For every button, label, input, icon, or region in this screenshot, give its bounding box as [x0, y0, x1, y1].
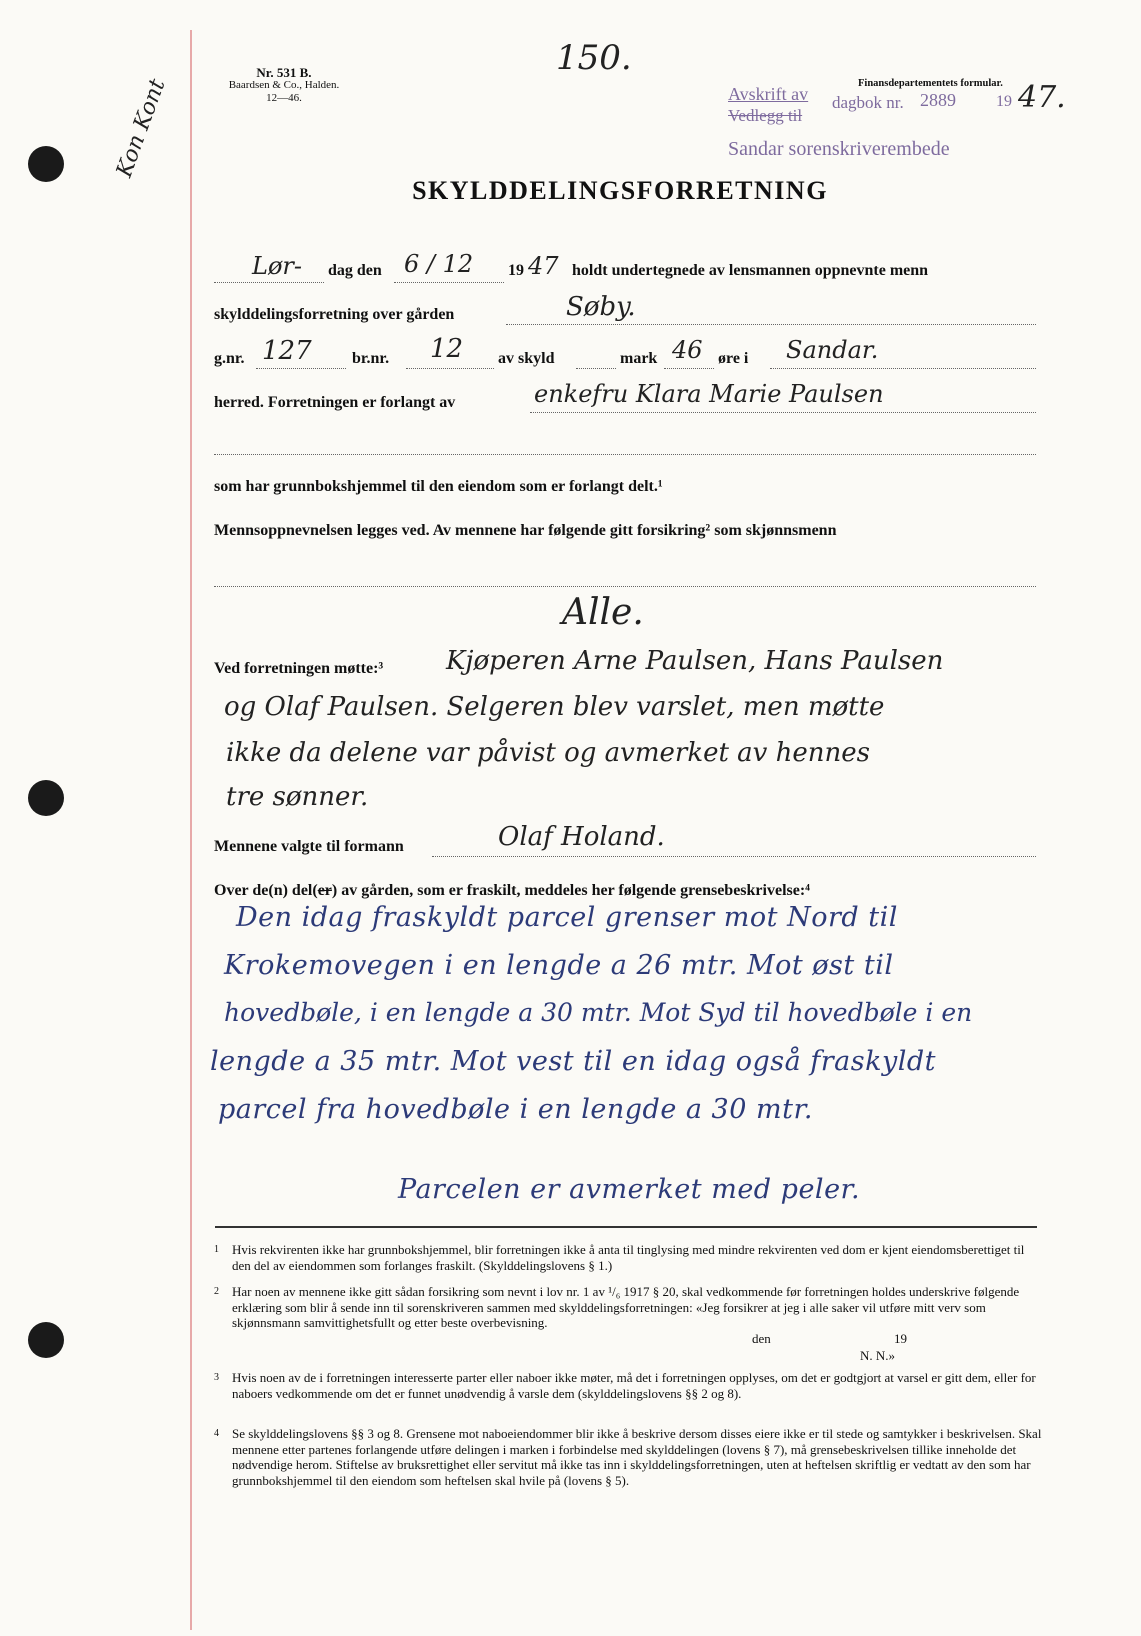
boundary-line-5: parcel fra hovedbøle i en lengde a 30 mtr. — [218, 1094, 813, 1125]
fill-line — [530, 412, 1036, 413]
punch-hole-middle — [28, 780, 64, 816]
brnr-label: br.nr. — [352, 350, 390, 367]
gnr-label: g.nr. — [214, 350, 245, 367]
footnote-2: Har noen av mennene ikke gitt sådan forsikring som nevnt i lov nr. 1 av ¹/₆ 1917 § 20, skal vedkommende før forretningen holdes underskrive følgende erklæring som blir å sende inn til sorenskriveren sammen med skylddelingsforretningen: «Jeg forsikrer at jeg i alle saker vil utføre mitt verv som skjønnsmann samvittighetsfullt og etter beste overbevisning. — [232, 1284, 1020, 1330]
fill-line — [506, 324, 1036, 325]
stamp-year: 47. — [1018, 80, 1066, 115]
footnote-2-year: 19 — [894, 1331, 907, 1346]
gnr-value: 127 — [262, 336, 312, 366]
boundary-line-2: Krokemovegen i en lengde a 26 mtr. Mot øst til — [224, 950, 894, 981]
requester-name: enkefru Klara Marie Paulsen — [534, 380, 884, 408]
footnote-4-number: 4 — [214, 1428, 219, 1439]
attendees-line2: og Olaf Paulsen. Selgeren blev varslet, men møtte — [224, 692, 885, 722]
chairman-name: Olaf Holand. — [498, 822, 665, 852]
mennsoppnevnelse-text: Mennsoppnevnelsen legges ved. Av mennene har følgende gitt forsikring² som skjønnsmenn — [214, 522, 837, 539]
footnote-1: Hvis rekvirenten ikke har grunnbokshjemmel, blir forretningen ikke å anta til tinglysing med mindre rekvirenten ved dom er kjent eiendomsberettiget til den del av eiendommen som forlanges fraskilt. (Skylddelingslovens § 1.) — [232, 1242, 1025, 1273]
punch-hole-bottom — [28, 1322, 64, 1358]
fill-line — [432, 856, 1036, 857]
farm-name: Søby. — [566, 292, 636, 322]
attendees-line1: Kjøperen Arne Paulsen, Hans Paulsen — [446, 646, 944, 676]
requester-label: herred. Forretningen er forlangt av — [214, 394, 456, 411]
fill-line — [256, 368, 346, 369]
boundary-label-a: Over de(n) del( — [214, 882, 318, 899]
fill-line — [664, 368, 714, 369]
boundary-label-strike: er — [317, 882, 332, 899]
brnr-value: 12 — [430, 334, 464, 364]
boundary-line-1: Den idag fraskyldt parcel grenser mot Nord til — [236, 902, 898, 933]
printer-info — [214, 66, 354, 105]
page-number: 150. — [556, 38, 632, 78]
footnote-divider — [215, 1226, 1037, 1228]
boundary-line-3: hovedbøle, i en lengde a 30 mtr. Mot Syd til hovedbøle i en — [224, 998, 973, 1027]
row1-text: holdt undertegnede av lensmannen oppnevnte menn — [572, 262, 929, 279]
footnote-1-number: 1 — [214, 1244, 219, 1255]
boundary-line-4: lengde a 35 mtr. Mot vest til en idag også fraskyldt — [210, 1046, 937, 1077]
attendees-line3: ikke da delene var påvist og avmerket av hennes — [226, 738, 870, 768]
footnote-3-number: 3 — [214, 1372, 219, 1383]
document-title: SKYLDDELINGSFORRETNING — [412, 176, 828, 205]
margin-note: Kon Kont — [112, 75, 171, 181]
form-number: Nr. 531 B. — [256, 65, 312, 80]
fill-line — [406, 368, 494, 369]
punch-hole-top — [28, 146, 64, 182]
stamp-vedlegg: Vedlegg til — [728, 106, 803, 125]
fill-line — [394, 282, 504, 283]
boundary-label-b: ) av gården, som er fraskilt, meddeles her følgende grensebeskrivelse:⁴ — [331, 882, 810, 899]
closing-note: Parcelen er avmerket med peler. — [398, 1174, 861, 1205]
weekday-handwritten: Lør- — [252, 252, 302, 280]
dag-den-label: dag den — [328, 262, 382, 279]
stamp-dagbok-number: 2889 — [920, 90, 956, 110]
chairman-label: Mennene valgte til formann — [214, 838, 404, 855]
mark-label: mark — [620, 350, 658, 367]
av-skyld-label: av skyld — [498, 350, 555, 367]
attendees-label: Ved forretningen møtte:³ — [214, 660, 384, 677]
footnote-2-number: 2 — [214, 1286, 219, 1297]
form-label: Finansdepartementets formular. — [858, 78, 1003, 89]
grunnbok-text: som har grunnbokshjemmel til den eiendom som er forlangt delt.¹ — [214, 478, 663, 495]
boundary-label — [214, 882, 810, 900]
date-handwritten: 6 / 12 — [404, 250, 474, 278]
fill-line — [214, 282, 324, 283]
printer-name: Baardsen & Co., Halden. — [228, 79, 340, 91]
stamp-office: Sandar sorenskriverembede — [728, 138, 950, 160]
fill-line — [214, 454, 1036, 455]
stamp-avskrift: Avskrift av — [728, 84, 809, 104]
year-prefix: 19 — [508, 262, 524, 279]
sworn-men: Alle. — [562, 592, 644, 633]
printer-date: 12—46. — [266, 92, 302, 104]
stamp-year-prefix: 19 — [996, 93, 1012, 110]
fill-line — [770, 368, 1036, 369]
fill-line — [576, 368, 616, 369]
farm-label: skylddelingsforretning over gården — [214, 306, 455, 323]
margin-rule — [190, 30, 192, 1630]
ore-label: øre i — [718, 350, 749, 367]
mark-value: 46 — [672, 336, 703, 364]
attendees-line4: tre sønner. — [226, 782, 369, 812]
fill-line — [214, 586, 1036, 587]
footnote-2-den: den — [752, 1331, 771, 1346]
footnote-4: Se skylddelingslovens §§ 3 og 8. Grensene mot naboeiendommer blir ikke å beskrive dersom disses eiere ikke er til stede og samtykker i beskrivelsen. Skal mennene etter partenes forlangende utføre delingen i marken i forbindelse med skylddelingen (lovens § 7), må grensebeskrivelsen tillike inneholde det nødvendige herom. Stiftelse av bruksrettighet eller servitut må ikke tas inn i skylddelingsforretningen, uten at heftelsen skriftlig er vedtatt av den som har grunnbokshjemmel til den eiendom som heftelsen skal hvile på (lovens § 5). — [232, 1426, 1042, 1488]
stamp-dagbok: dagbok nr. — [832, 93, 904, 112]
footnote-3: Hvis noen av de i forretningen interesserte parter eller naboer ikke møter, må det i forretningen opplyses, om det er godtgjort at varsel er gitt dem, eller for naboers vedkommende om det er funnet unødvendig å varsle dem (skylddelingslovens §§ 2 og 8). — [232, 1370, 1036, 1401]
footnote-2-signature: N. N.» — [860, 1348, 896, 1363]
year-handwritten: 47 — [528, 252, 559, 280]
municipality: Sandar. — [786, 336, 879, 364]
